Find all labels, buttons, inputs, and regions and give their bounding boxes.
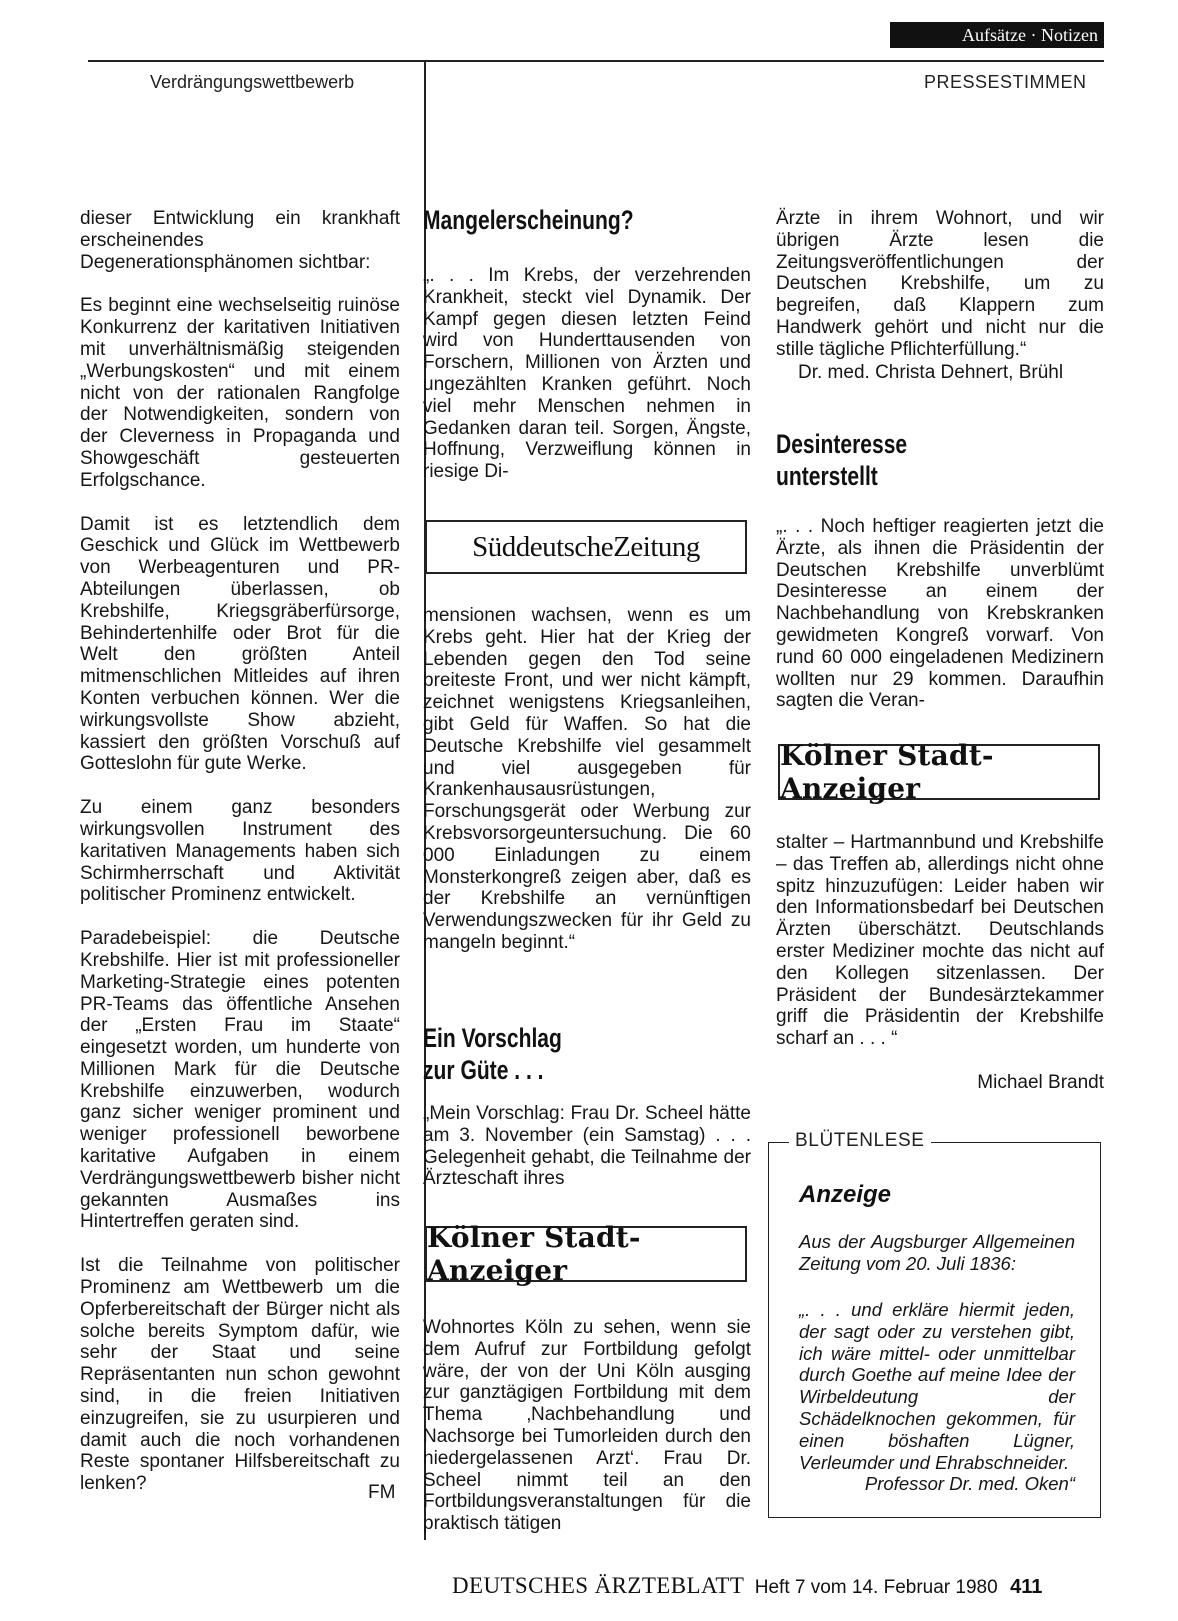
page-footer (452, 1573, 1042, 1599)
author-brandt: Michael Brandt (977, 1072, 1104, 1093)
section-title-right: PRESSESTIMMEN (924, 72, 1087, 92)
headline-mangelerscheinung: Mangelerscheinung? (423, 205, 634, 235)
left-paragraph: Paradebeispiel: die Deutsche Krebshilfe. Hier ist mit professioneller Marketing-Strategie eines potenten PR-Teams das öffentliche Ansehen der „Ersten Frau im Staate“ eingesetzt worden, um hunderte von Millionen Mark für die Deutsche Krebshilfe einzuwerben, wodurch ganz sicher weniger prominent und weniger professionell beworbene karitative Aufgaben in einem Verdrängungswettbewerb bisher nicht gekannten Ausmaßes ins Hintertreffen geraten sind. (80, 928, 400, 1233)
article-mangelerscheinung-part1 (423, 265, 751, 483)
bluetenlese-quote (799, 1299, 1075, 1473)
bluetenlese-intro-text: Aus der Augsburger Allgemeinen Zeitung vom 20. Juli 1836: (799, 1231, 1075, 1274)
article-text: „. . . Noch heftiger reagierten jetzt die Ärzte, als ihnen die Präsidentin der Deutschen Krebshilfe unverblümt Desinteresse an einem der Nachbehandlung von Krebskranken gewidmeten Kongreß vorwarf. Von rund 60 000 eingeladenen Medizinern wollten nur 29 kommen. Daraufhin sagten die Veran- (776, 516, 1104, 712)
section-title-left: Verdrängungswettbewerb (150, 72, 355, 92)
article-text: Wohnortes Köln zu sehen, wenn sie dem Aufruf zur Fortbildung gefolgt wäre, der von der Uni Köln ausging zur ganztägigen Fortbildung mit dem Thema ‚Nachbehandlung und Nachsorge bei Tumorleiden durch den niedergelassenen Arzt‘. Frau Dr. Scheel nimmt teil an den Fortbildungsveranstaltungen für die praktisch tätigen (423, 1317, 751, 1535)
masthead-koelner-stadt-anzeiger (778, 739, 1100, 805)
article-text: stalter – Hartmannbund und Krebshilfe – das Treffen ab, allerdings nicht ohne spitz hinzuzufügen: Leider haben wir den Informationsbedarf bei Deutschen Ärzten überschätzt. Deutschlands erster Mediziner mochte das nicht auf den Kollegen sitzenlassen. Der Präsident der Bundesärztekammer griff die Präsidentin der Krebshilfe scharf an . . . “ (776, 832, 1104, 1050)
left-paragraph: Ist die Teilnahme von politischer Prominenz am Wettbewerb um die Opferbereitschaft der Bürger nicht als solche bereits Symptom dafür, wie sehr der Staat und seine Repräsentanten nun schon gewohnt sind, in die freien Initiativen einzugreifen, sie zu usurpieren und damit auch die noch vorhandenen Reste spontaner Hilfsbereitschaft zu lenken? (80, 1255, 400, 1495)
headline-vorschlag: Ein Vorschlag zur Güte . . . (423, 1023, 562, 1085)
article-desinteresse-part2 (776, 832, 1104, 1050)
article-vorschlag-part3 (776, 208, 1104, 361)
left-paragraph: dieser Entwicklung ein krankhaft erscheinendes Degenerationsphänomen sichtbar: (80, 208, 400, 273)
headline-desinteresse: Desinteresse unterstellt (776, 429, 908, 491)
author-dehnert: Dr. med. Christa Dehnert, Brühl (798, 362, 1064, 383)
author-initials: FM (368, 1482, 396, 1503)
article-desinteresse-part1 (776, 516, 1104, 712)
article-mangelerscheinung-part2 (423, 605, 751, 954)
left-paragraph: Es beginnt eine wechselseitig ruinöse Konkurrenz der karitativen Initiativen mit unverhältnismäßig steigenden „Werbungskosten“ und mit einem nicht von der rationalen Rangfolge der Notwendigkeiten, sondern von der Cleverness in Propaganda und Showgeschäft gesteuerten Erfolgschance. (80, 295, 400, 491)
article-vorschlag-part2 (423, 1317, 751, 1535)
left-paragraph: Damit ist es letztendlich dem Geschick und Glück im Wettbewerb von Werbeagenturen und PR-Abteilungen überlassen, ob Krebshilfe, Kriegsgräberfürsorge, Behindertenhilfe oder Brot für die Welt den größten Anteil mitmenschlichen Mitleides auf ihren Konten verbuchen können. Wer die wirkungsvollste Show abzieht, kassiert den größten Vorschuß auf Gotteslohn für gute Werke. (80, 513, 400, 775)
left-column (80, 208, 400, 1495)
article-vorschlag-part1 (423, 1103, 751, 1190)
bluetenlese-quote-text: „. . . und erkläre hiermit jeden, der sagt oder zu verstehen gibt, ich wäre mittel- oder unmittelbar durch Goethe auf meine Idee der Wirbeldeutung der Schädelknochen gekommen, für einen böshaften Lügner, Verleumder und Ehrabschneider. (799, 1299, 1075, 1473)
page-number: 411 (1010, 1576, 1043, 1598)
section-tag: Aufsätze · Notizen (890, 22, 1104, 48)
masthead-title: SüddeutscheZeitung (472, 530, 700, 563)
issue-info: Heft 7 vom 14. Februar 1980 (754, 1577, 998, 1598)
masthead-sueddeutsche-zeitung (425, 520, 747, 574)
top-rule (88, 60, 1104, 62)
masthead-koelner-stadt-anzeiger (425, 1221, 747, 1287)
left-paragraph: Zu einem ganz besonders wirkungsvollen Instrument des karitativen Managements haben sich Schirmherrschaft und Aktivität politischer Prominenz entwickelt. (80, 797, 400, 906)
bluetenlese-intro (799, 1231, 1075, 1275)
article-text: „. . . Im Krebs, der verzehrenden Krankheit, steckt viel Dynamik. Der Kampf gegen diesen letzten Feind wird von Hunderttausenden von Forschern, Millionen von Ärzten und ungezählten Kranken geführt. Noch viel mehr Menschen nehmen in Gedanken daran teil. Sorgen, Ängste, Hoffnung, Verzweiflung können in riesige Di- (423, 265, 751, 483)
bluetenlese-title: Anzeige (799, 1181, 892, 1208)
masthead-title: Kölner Stadt-Anzeiger (427, 1221, 641, 1287)
article-text: mensionen wachsen, wenn es um Krebs geht. Hier hat der Krieg der Lebenden gegen den Tod seine breiteste Front, und wer nicht kämpft, zeichnet wenigstens Kriegsanleihen, gibt Geld für Waffen. So hat die Deutsche Krebshilfe viel gesammelt und viel ausgegeben für Krankenhausausrüstungen, Forschungsgerät oder Werbung zur Krebsvorsorgeuntersuchung. Die 60 000 Einladungen zu einem Monsterkongreß zeigen aber, daß es der Krebshilfe an vernünftigen Verwendungszwecken für ihr Geld zu mangeln beginnt.“ (423, 605, 751, 953)
bluetenlese-signature (799, 1473, 1075, 1495)
article-text: Ärzte in ihrem Wohnort, und wir übrigen Ärzte lesen die Zeitungsveröffentlichungen der Deutschen Krebshilfe, um zu begreifen, daß Klappern zum Handwerk gehört und nicht nur die stille tägliche Pflichterfüllung.“ (776, 208, 1104, 360)
publication-name: DEUTSCHES ÄRZTEBLATT (452, 1573, 745, 1598)
bluetenlese-signature-text: Professor Dr. med. Oken“ (864, 1473, 1075, 1494)
article-text: „Mein Vorschlag: Frau Dr. Scheel hätte am 3. November (ein Samstag) . . . Gelegenheit gehabt, die Teilnahme der Ärzteschaft ihres (423, 1103, 751, 1190)
bluetenlese-box (768, 1130, 1101, 1518)
masthead-title: Kölner Stadt-Anzeiger (780, 739, 994, 805)
bluetenlese-label: BLÜTENLESE (789, 1130, 931, 1152)
